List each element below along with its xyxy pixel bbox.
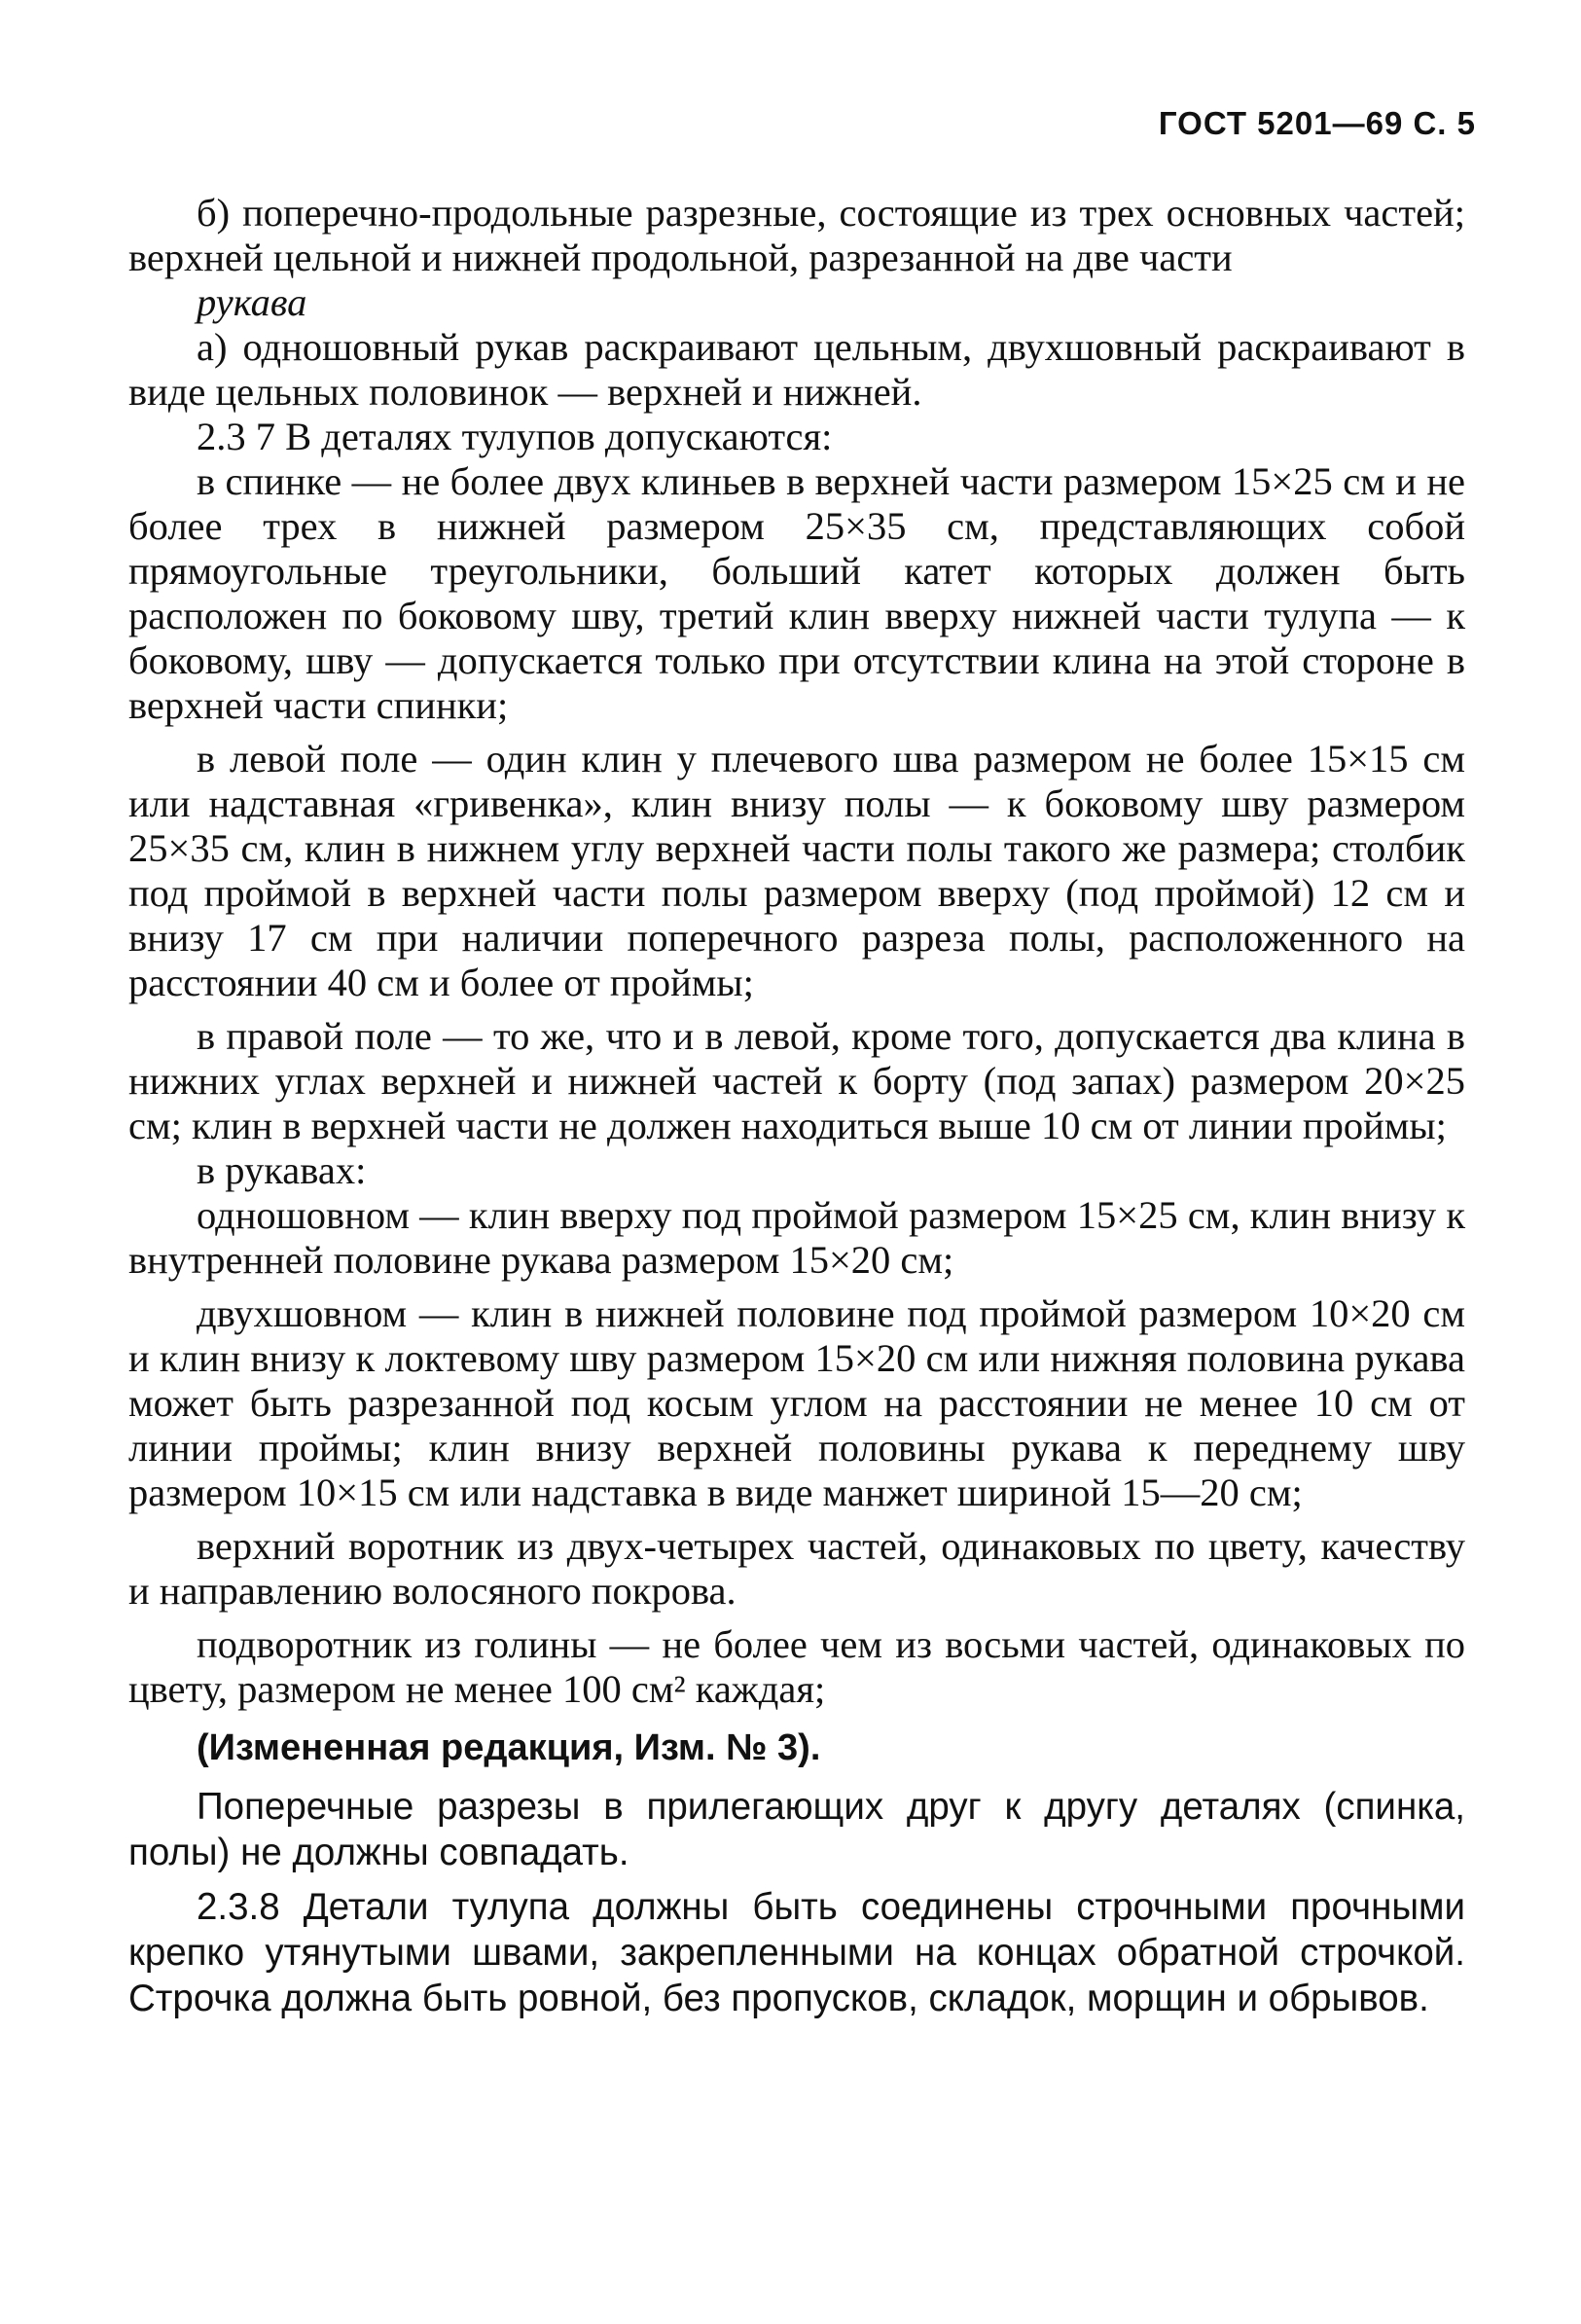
amendment-note: (Измененная редакция, Изм. № 3). [197,1727,821,1768]
paragraph-two-seam-sleeve: двухшовном — клин в нижней половине под проймой размером 10×20 см и клин внизу к локтевому шву размером 15×20 см или нижняя половина рукава может быть разрезанной под косым углом на расстоянии не менее 10 см от линии проймы; клин внизу верхней половины рукава к переднему шву размером 10×15 см или надставка в виде манжет шириной 15—20 см; [128,1291,1465,1514]
paragraph-b-transverse-longitudinal: б) поперечно-продольные разрезные, состоящие из трех основных частей; верхней цельной и нижней продольной, разрезанной на две части [128,191,1465,279]
paragraph-a-sleeve-cut: а) одношовный рукав раскраивают цельным, двухшовный раскраивают в виде цельных половинок — верхней и нижней. [128,325,1465,414]
paragraph-upper-collar: верхний воротник из двух-четырех частей, одинаковых по цвету, качеству и направлению волосяного покрова. [128,1524,1465,1613]
document-body [128,191,1465,2030]
paragraph-back-wedges: в спинке — не более двух клиньев в верхней части размером 15×25 см и не более трех в нижней размером 25×35 см, представляющих собой прямоугольные треугольники, больший катет которых должен быть расположен по боковому шву, третий клин вверху нижней части тулупа — к боковому, шву — допускается только при отсутствии клина на этой стороне в верхней части спинки; [128,459,1465,727]
paragraph-transverse-cuts: Поперечные разрезы в прилегающих друг к другу деталях (спинка, полы) не должны совпадать. [128,1786,1465,1873]
paragraph-left-front: в левой поле — один клин у плечевого шва размером не более 15×15 см или надставная «гривенка», клин внизу полы — к боковому шву размером 25×35 см, клин в нижнем углу верхней части полы такого же размера; столбик под проймой в верхней части полы размером вверху (под проймой) 12 см и внизу 17 см при наличии поперечного разреза полы, расположенного на расстоянии 40 см и более от проймы; [128,737,1465,1004]
subheading-sleeves: рукава [197,280,307,324]
clause-2-3-7: 2.3 7 В деталях тулупов допускаются: [197,415,833,458]
page-header: ГОСТ 5201—69 С. 5 [1158,105,1476,141]
paragraph-one-seam-sleeve: одношовном — клин вверху под проймой размером 15×25 см, клин внизу к внутренней половине рукава размером 15×20 см; [128,1193,1465,1282]
paragraph-right-front: в правой поле — то же, что и в левой, кроме того, допускается два клина в нижних углах верхней и нижней частей к борту (под запах) размером 20×25 см; клин в верхней части не должен находиться выше 10 см от линии проймы; [128,1014,1465,1147]
paragraph-in-sleeves: в рукавах: [197,1148,367,1192]
paragraph-under-collar: подворотник из голины — не более чем из восьми частей, одинаковых по цвету, размером не менее 100 см² каждая; [128,1622,1465,1711]
clause-2-3-8: 2.3.8 Детали тулупа должны быть соединены строчными прочными крепко утянутыми швами, закрепленными на концах обратной строчкой. Строчка должна быть ровной, без пропусков, складок, морщин и обрывов. [128,1886,1465,2019]
